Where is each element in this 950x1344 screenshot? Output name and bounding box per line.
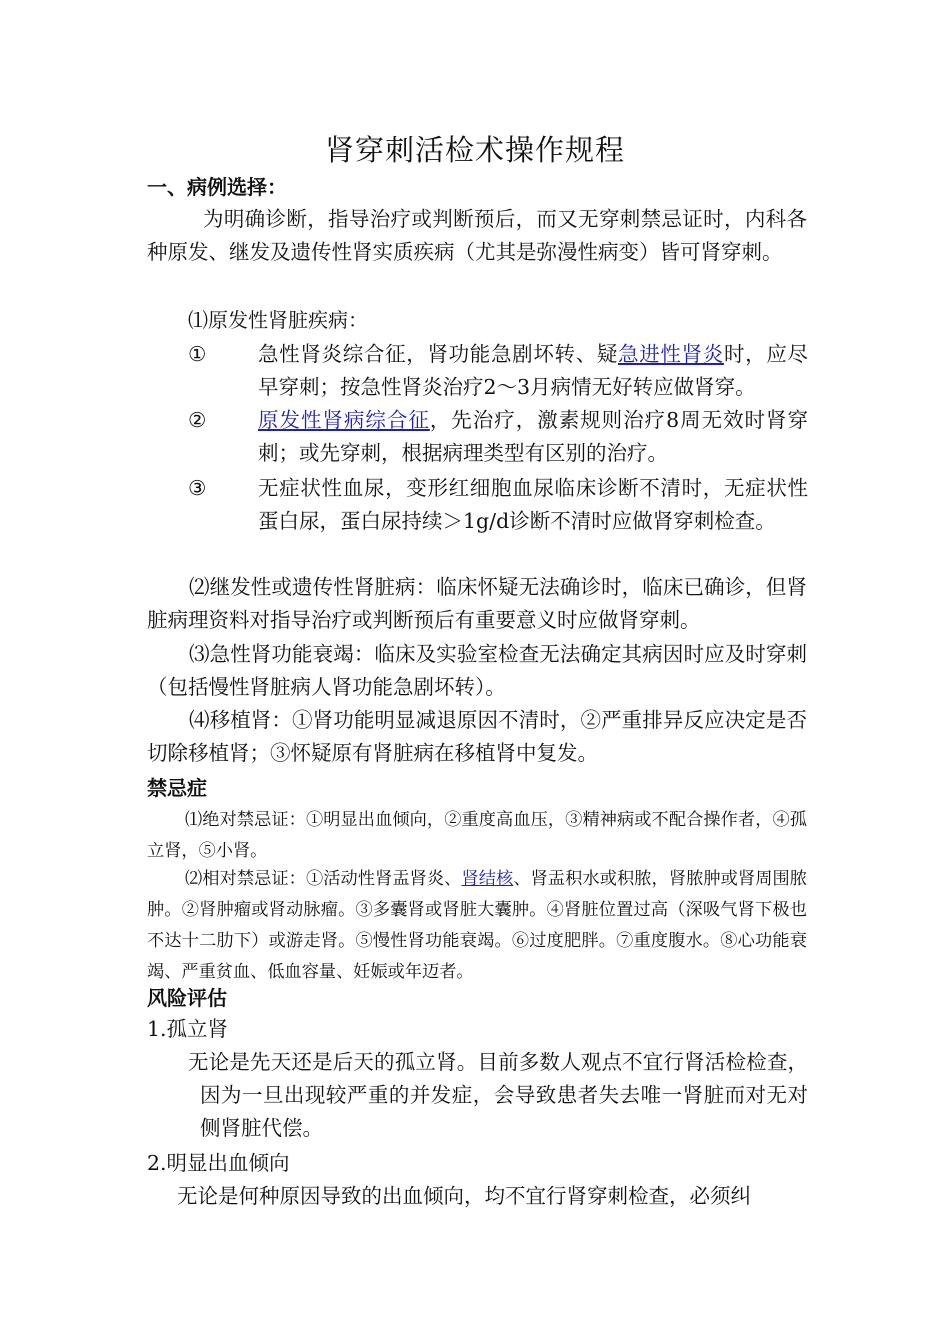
item-text <box>258 404 808 470</box>
subheading-primary-kidney-disease: ⑴原发性肾脏疾病： <box>188 308 368 332</box>
item-text <box>258 338 808 404</box>
section-heading-contraindications: 禁忌症 <box>147 776 207 800</box>
item-number: ① <box>188 342 207 366</box>
item-text-post: 时，应尽早穿刺；按急性肾炎治疗2～3月病情无好转应做肾穿。 <box>258 342 809 399</box>
section-heading-case-selection: 一、病例选择： <box>147 175 287 199</box>
risk-item-text-solitary-kidney: 无论是先天还是后天的孤立肾。目前多数人观点不宜行肾活检检查，因为一旦出现较严重的并发症，会导致患者失去唯一肾脏而对无对侧肾脏代偿。 <box>188 1050 808 1140</box>
link-renal-tuberculosis[interactable]: 肾结核 <box>461 869 514 889</box>
item-number: ② <box>188 408 207 432</box>
item-text: 无症状性血尿，变形红细胞血尿临床诊断不清时，无症状性蛋白尿，蛋白尿持续＞1g/d诊断不清时应做肾穿刺检查。 <box>258 476 808 533</box>
link-rapidly-progressive-nephritis[interactable]: 急进性肾炎 <box>618 342 724 366</box>
section-heading-risk-assessment: 风险评估 <box>147 986 227 1010</box>
intro-paragraph: 为明确诊断，指导治疗或判断预后，而又无穿刺禁忌证时，内科各种原发、继发及遗传性肾实质疾病（尤其是弥漫性病变）皆可肾穿刺。 <box>147 207 807 264</box>
item-text-post: ，先治疗，激素规则治疗8周无效时肾穿刺；或先穿刺，根据病理类型有区别的治疗。 <box>258 408 808 465</box>
risk-item-title-bleeding-tendency: 2.明显出血倾向 <box>147 1151 290 1175</box>
paragraph-transplanted-kidney: ⑷移植肾：①肾功能明显减退原因不清时，②严重排异反应决定是否切除移植肾；③怀疑原有肾脏病在移植肾中复发。 <box>147 708 807 765</box>
risk-item-text-bleeding-tendency: 无论是何种原因导致的出血倾向，均不宜行肾穿刺检查，必须纠 <box>177 1184 751 1208</box>
item-text-pre: 急性肾炎综合征，肾功能急剧坏转、疑 <box>258 342 619 366</box>
relative-text-pre: ⑵相对禁忌证：①活动性肾盂肾炎、 <box>185 869 462 889</box>
link-primary-nephrotic-syndrome[interactable]: 原发性肾病综合征 <box>258 408 430 432</box>
paragraph-secondary-kidney-disease: ⑵继发性或遗传性肾脏病：临床怀疑无法确诊时，临床已确诊，但肾脏病理资料对指导治疗或判断预后有重要意义时应做肾穿刺。 <box>147 575 807 632</box>
paragraph-absolute-contraindications: ⑴绝对禁忌证：①明显出血倾向，②重度高血压，③精神病或不配合操作者，④孤立肾，⑤小肾。 <box>147 810 807 861</box>
paragraph-acute-renal-failure: ⑶急性肾功能衰竭：临床及实验室检查无法确定其病因时应及时穿刺（包括慢性肾脏病人肾功能急剧坏转）。 <box>147 642 807 699</box>
relative-text-post: 、肾盂积水或积脓，肾脓肿或肾周围脓肿。②肾肿瘤或肾动脉瘤。③多囊肾或肾脏大囊肿。④肾脏位置过高（深吸气肾下极也不达十二肋下）或游走肾。⑤慢性肾功能衰竭。⑥过度肥胖。⑦重度腹水。⑧心功能衰竭、严重贫血、低血容量、妊娠或年迈者。 <box>147 869 807 982</box>
item-number: ③ <box>188 476 207 500</box>
risk-item-title-solitary-kidney: 1.孤立肾 <box>147 1017 229 1041</box>
document-title: 肾穿刺活检术操作规程 <box>324 133 625 167</box>
paragraph-relative-contraindications <box>147 864 807 988</box>
